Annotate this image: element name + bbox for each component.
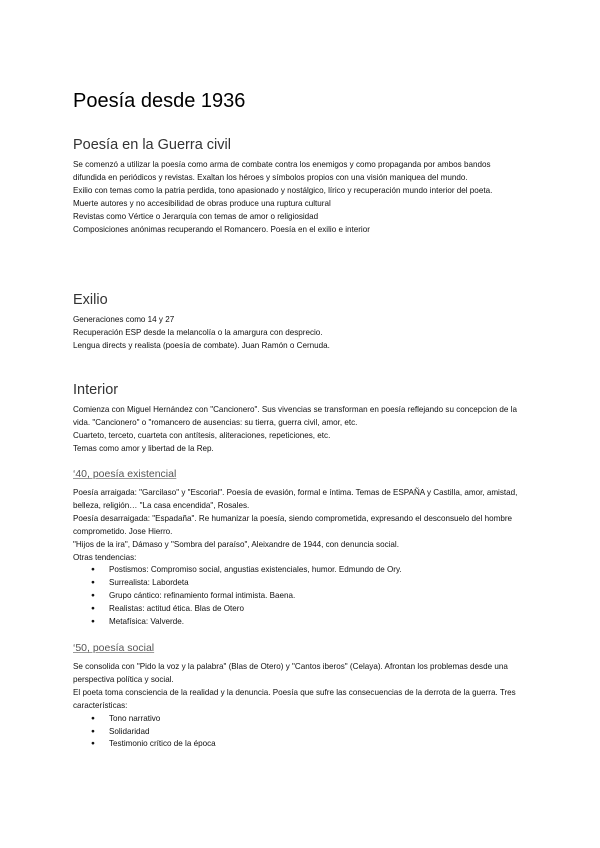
- paragraph: Generaciones como 14 y 27: [73, 315, 175, 324]
- list-item: ● Surrealista: Labordeta: [109, 577, 523, 590]
- section-exilio: [73, 291, 523, 353]
- section-interior: [73, 381, 523, 456]
- paragraph: Revistas como Vértice o Jerarquía con temas de amor o religiosidad: [73, 211, 319, 221]
- list-item: ● Tono narrativo: [109, 713, 523, 726]
- paragraph: Recuperación ESP desde la melancolía o la amargura con desprecio.: [73, 327, 323, 337]
- caracteristicas-list: [73, 713, 523, 752]
- paragraph: "Hijos de la ira", Dámaso y "Sombra del paraíso", Aleixandre de 1944, con denuncia social.: [73, 539, 399, 549]
- paragraph: Lengua directs y realista (poesía de combate). Juan Ramón o Cernuda.: [73, 340, 330, 350]
- section-guerra-civil: [73, 136, 523, 236]
- paragraph: El poeta toma consciencia de la realidad y la denuncia. Poesía que sufre las consecuencias de la derrota de la guerra. Tres características:: [73, 687, 516, 710]
- section-heading: Poesía en la Guerra civil: [73, 137, 231, 153]
- paragraph: Composiciones anónimas recuperando el Romancero. Poesía en el exilio e interior: [73, 224, 370, 234]
- paragraph: Cuarteto, terceto, cuarteta con antítesis, aliteraciones, repeticiones, etc.: [73, 430, 331, 440]
- paragraph: Muerte autores y no accesibilidad de obras produce una ruptura cultural: [73, 198, 331, 208]
- paragraph: Exilio con temas como la patria perdida, tono apasionado y nostálgico, lírico y recuperación mundo interior del poeta.: [73, 185, 493, 195]
- section-poesia-existencial: [73, 467, 523, 629]
- paragraph: Poesía arraigada: "Garcilaso" y "Escorial". Poesía de evasión, formal e íntima. Temas de ESPAÑA y Castilla, amor, amistad, belleza, religión… "La casa encendida", Rosales.: [73, 488, 518, 510]
- list-item: ● Realistas: actitud ética. Blas de Otero: [109, 603, 523, 616]
- paragraph: Temas como amor y libertad de la Rep.: [73, 443, 214, 453]
- list-item: ● Metafísica: Valverde.: [109, 616, 523, 629]
- document-title: Poesía desde 1936: [73, 90, 246, 112]
- subsection-heading: ‘40, poesía existencial: [73, 468, 177, 480]
- list-item: ● Solidaridad: [109, 726, 523, 739]
- list-item: ● Grupo cántico: refinamiento formal intimista. Baena.: [109, 590, 523, 603]
- paragraph: Comienza con Miguel Hernández con "Cancionero". Sus vivencias se transforman en poesía reflejando su concepcion de la vida. "Cancionero" o "romancero de ausencias: su tierra, guerra civil, amor, etc.: [73, 405, 517, 427]
- subsection-heading: ‘50, poesía social: [73, 642, 155, 654]
- tendencias-list: [73, 564, 523, 629]
- paragraph: Otras tendencias:: [73, 552, 137, 562]
- list-item: ● Postismos: Compromiso social, angustias existenciales, humor. Edmundo de Ory.: [109, 564, 523, 577]
- paragraph: Se comenzó a utilizar la poesía como arma de combate contra los enemigos y como propaganda por ambos bandos difundida en periódicos y revistas. Exaltan los héroes y símbolos propios con una visión maniquea del mundo.: [73, 160, 491, 182]
- section-poesia-social: [73, 641, 523, 751]
- section-heading: Interior: [73, 382, 119, 398]
- paragraph: Se consolida con "Pido la voz y la palabra" (Blas de Otero) y "Cantos iberos" (Celaya). Afrontan los problemas desde una perspectiva política y social.: [73, 662, 508, 684]
- list-item: ● Testimonio crítico de la época: [109, 738, 523, 751]
- section-heading: Exilio: [73, 292, 108, 308]
- paragraph: Poesía desarraigada: "Espadaña". Re humanizar la poesía, siendo comprometida, expresando el desconsuelo del hombre comprometido. Jose Hierro.: [73, 513, 513, 536]
